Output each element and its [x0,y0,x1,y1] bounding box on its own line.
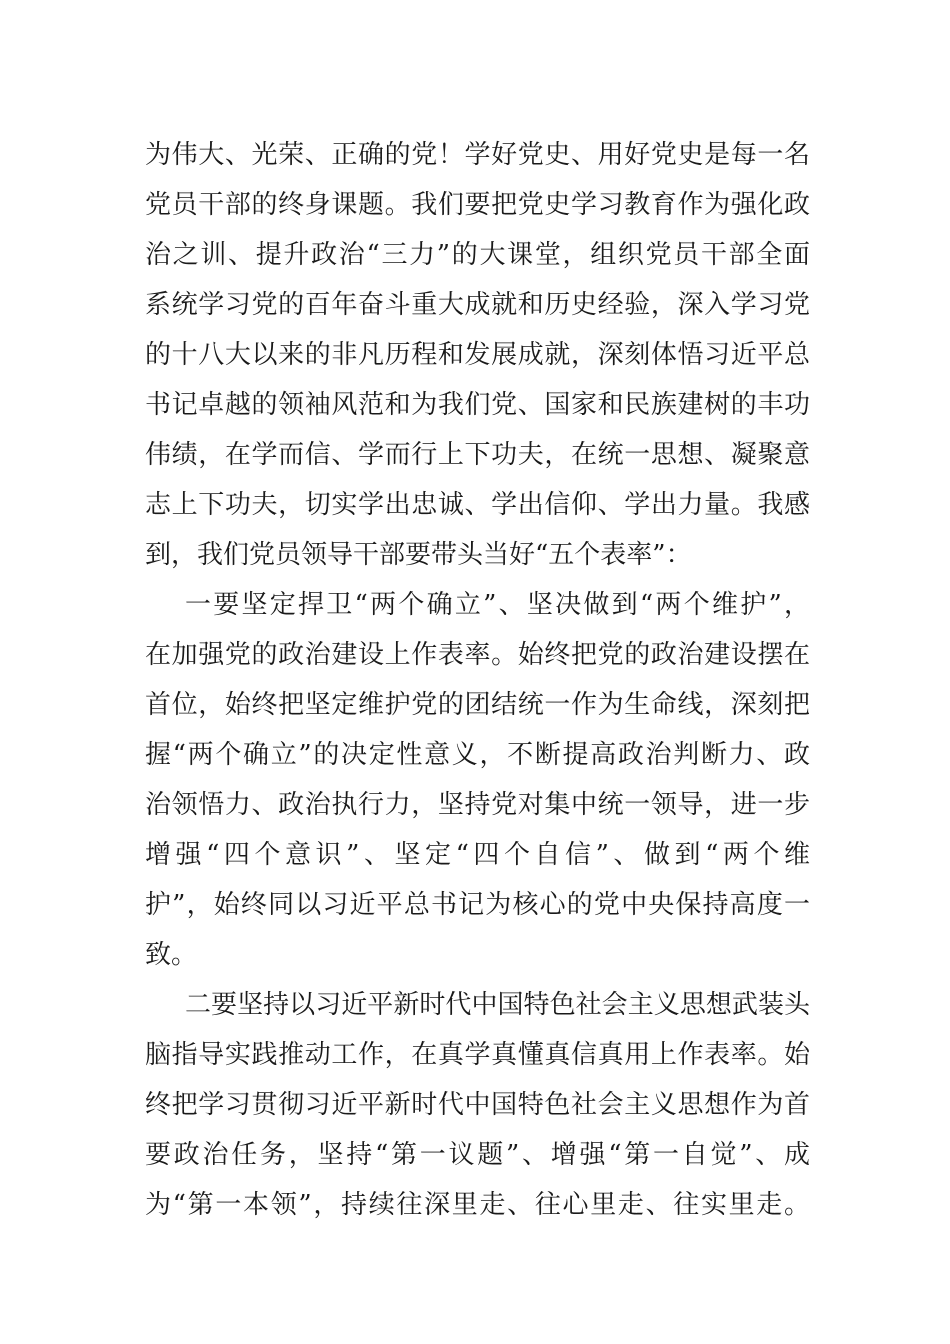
text-line: 握“两个确立”的决定性意义，不断提高政治判断力、政 [145,740,810,770]
paragraph-3 [145,980,810,1230]
text-line: 在加强党的政治建设上作表率。始终把党的政治建设摆在 [145,640,810,670]
text-line: 到，我们党员领导干部要带头当好“五个表率”： [145,540,692,570]
text-line: 增强“四个意识”、坚定“四个自信”、做到“两个维 [145,840,810,870]
text-line: 二要坚持以习近平新时代中国特色社会主义思想武装头 [185,990,810,1020]
text-line: 伟绩，在学而信、学而行上下功夫，在统一思想、凝聚意 [145,440,810,470]
text-line: 志上下功夫，切实学出忠诚、学出信仰、学出力量。我感 [145,490,810,520]
text-line: 为“第一本领”，持续往深里走、往心里走、往实里走。 [145,1190,810,1220]
text-line: 治领悟力、政治执行力，坚持党对集中统一领导，进一步 [145,790,810,820]
text-line: 终把学习贯彻习近平新时代中国特色社会主义思想作为首 [145,1090,810,1120]
text-line: 一要坚定捍卫“两个确立”、坚决做到“两个维护”， [185,590,810,620]
text-line: 首位，始终把坚定维护党的团结统一作为生命线，深刻把 [145,690,810,720]
text-line: 系统学习党的百年奋斗重大成就和历史经验，深入学习党 [145,290,810,320]
paragraph-2 [145,580,810,980]
text-line: 党员干部的终身课题。我们要把党史学习教育作为强化政 [145,190,810,220]
text-line: 书记卓越的领袖风范和为我们党、国家和民族建树的丰功 [145,390,810,420]
text-line: 治之训、提升政治“三力”的大课堂，组织党员干部全面 [145,240,810,270]
text-line: 护”，始终同以习近平总书记为核心的党中央保持高度一 [145,890,810,920]
text-line: 的十八大以来的非凡历程和发展成就，深刻体悟习近平总 [145,340,810,370]
document-body [145,130,810,1230]
text-line: 要政治任务，坚持“第一议题”、增强“第一自觉”、成 [145,1140,810,1170]
text-line: 为伟大、光荣、正确的党！学好党史、用好党史是每一名 [145,140,810,170]
text-line: 脑指导实践推动工作，在真学真懂真信真用上作表率。始 [145,1040,810,1070]
text-line: 致。 [145,940,198,970]
paragraph-1 [145,130,810,580]
